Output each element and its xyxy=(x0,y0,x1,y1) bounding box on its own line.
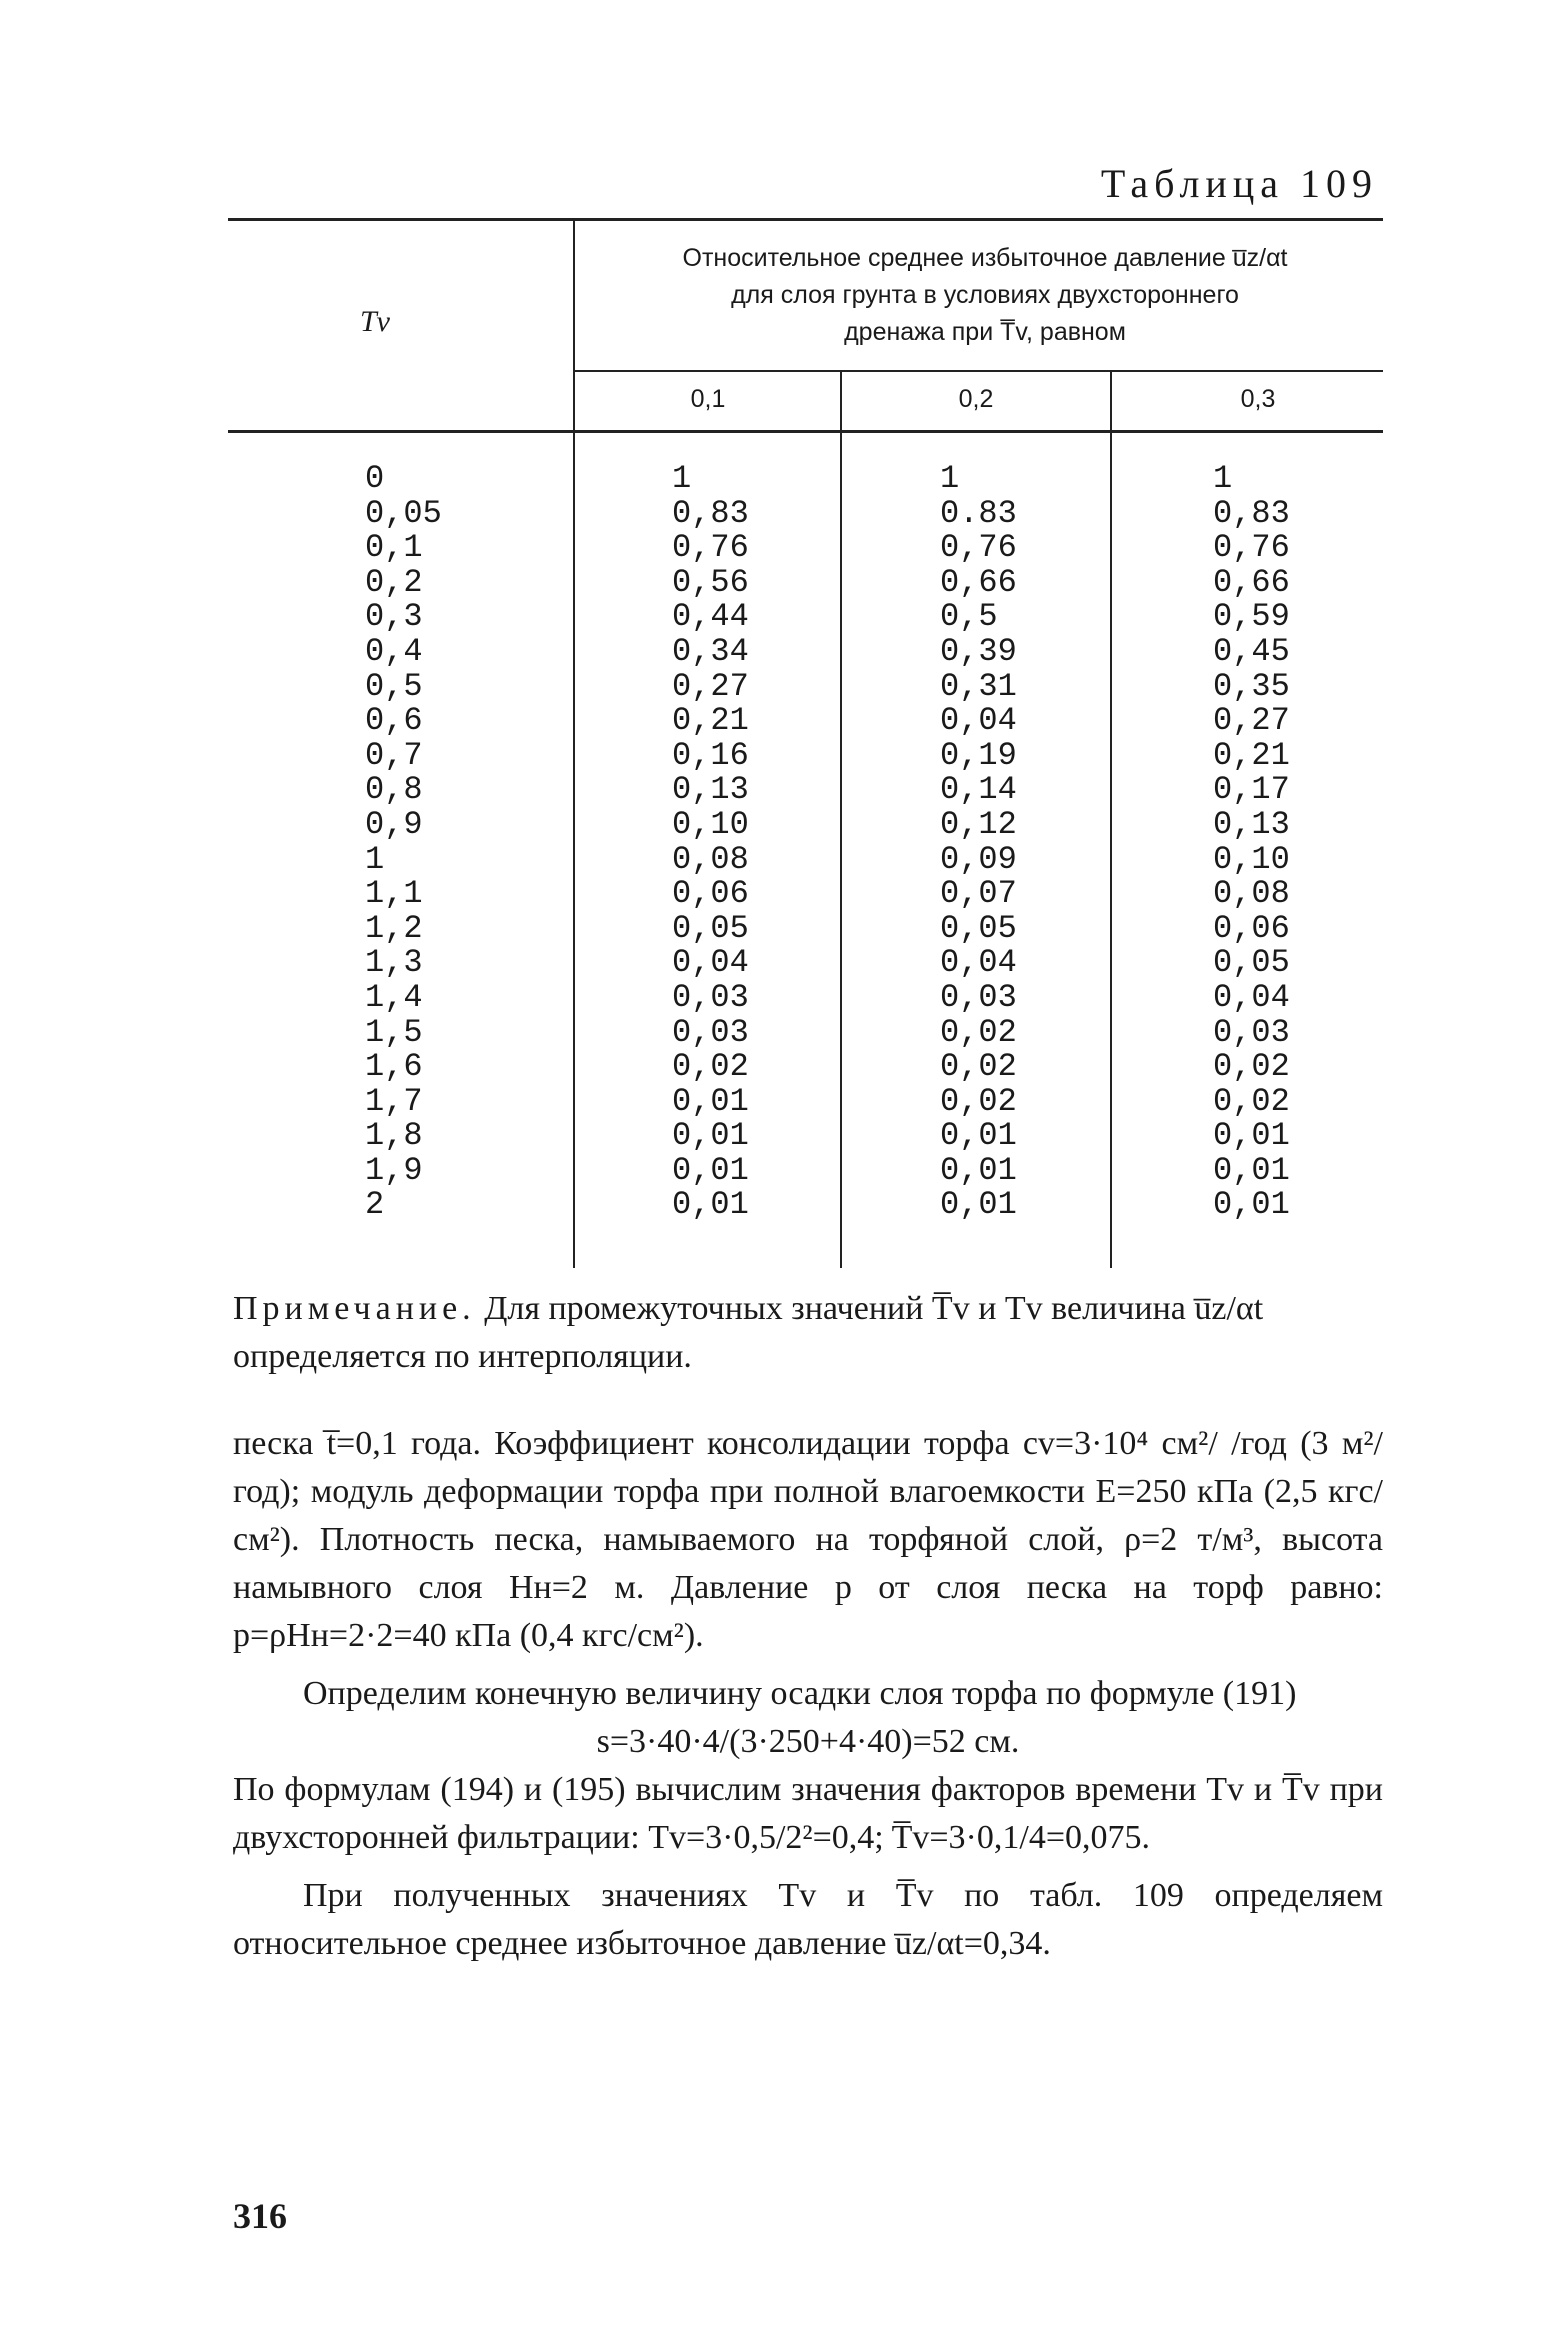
table-divider-3 xyxy=(1110,372,1112,1268)
column-header-tv: Tv xyxy=(360,305,390,338)
table-cell: 0,21 xyxy=(672,702,749,740)
table-cell: 1,7 xyxy=(365,1082,423,1120)
table-cell: 0,9 xyxy=(365,805,423,843)
table-cell: 0,3 xyxy=(365,598,423,636)
table-cell: 0,14 xyxy=(940,771,1017,809)
note-label: Примечание. xyxy=(233,1290,476,1327)
table-cell: 0,39 xyxy=(940,632,1017,670)
table-cell: 0,01 xyxy=(940,1186,1017,1224)
table-cell: 0,09 xyxy=(940,840,1017,878)
table-cell: 0,10 xyxy=(672,805,749,843)
table-cell: 0,05 xyxy=(940,909,1017,947)
note-text: Для промежуточных значений T̅v и Tv величина u̅z/αt определяется по интерполяции. xyxy=(233,1290,1264,1375)
table-cell: 0,04 xyxy=(940,944,1017,982)
paragraph-2: Определим конечную величину осадки слоя торфа по формуле (191) xyxy=(303,1675,1297,1712)
table-cell: 0,01 xyxy=(940,1117,1017,1155)
table-cell: 0,04 xyxy=(1213,978,1290,1016)
table-cell: 2 xyxy=(365,1186,385,1224)
table-cell: 0,02 xyxy=(940,1013,1017,1051)
table-cell: 0,05 xyxy=(672,909,749,947)
table-cell: 0,35 xyxy=(1213,667,1290,705)
table-cell: 1 xyxy=(940,460,960,497)
table-cell: 0,02 xyxy=(1213,1082,1290,1120)
paragraph-4: При полученных значениях Tv и T̅v по табл. 109 определяем относительное среднее избыточное давление u̅z/αt=0,34. xyxy=(233,1877,1383,1962)
table-cell: 1,4 xyxy=(365,978,423,1016)
page-number: 316 xyxy=(233,2196,287,2236)
table-cell: 0,56 xyxy=(672,563,749,601)
table-cell: 0,7 xyxy=(365,736,423,774)
column-0-3 xyxy=(1213,462,1290,1223)
table-cell: 0,02 xyxy=(940,1048,1017,1086)
table-cell: 0,31 xyxy=(940,667,1017,705)
table-cell: 0,05 xyxy=(365,494,442,532)
table-cell: 0,2 xyxy=(365,563,423,601)
table-cell: 1,2 xyxy=(365,909,423,947)
table-cell: 1,8 xyxy=(365,1117,423,1155)
table-cell: 1,1 xyxy=(365,875,423,913)
column-0-2 xyxy=(940,462,1017,1223)
table-cell: 0,04 xyxy=(940,702,1017,740)
table-cell: 0,45 xyxy=(1213,632,1290,670)
table-cell: 0,06 xyxy=(672,875,749,913)
table-cell: 0,01 xyxy=(672,1151,749,1189)
table-cell: 0,76 xyxy=(940,529,1017,567)
table-cell: 0,01 xyxy=(1213,1117,1290,1155)
table-cell: 0,13 xyxy=(1213,805,1290,843)
table-cell: 0,01 xyxy=(672,1186,749,1224)
table-cell: 0,5 xyxy=(365,667,423,705)
table-cell: 0,08 xyxy=(1213,875,1290,913)
subheader-0-1: 0,1 xyxy=(690,385,726,413)
table-cell: 0,06 xyxy=(1213,909,1290,947)
table-cell: 0,76 xyxy=(672,529,749,567)
table-cell: 0,01 xyxy=(672,1117,749,1155)
table-note xyxy=(233,1285,1383,1381)
table-cell: 0,27 xyxy=(672,667,749,705)
table-cell: 0,01 xyxy=(940,1151,1017,1189)
header-line-2: для слоя грунта в условиях двухстороннего xyxy=(731,281,1239,309)
table-cell: 0,01 xyxy=(1213,1186,1290,1224)
table-cell: 1,6 xyxy=(365,1048,423,1086)
table-cell: 0,66 xyxy=(1213,563,1290,601)
table-cell: 0.83 xyxy=(940,494,1017,532)
table-cell: 0,34 xyxy=(672,632,749,670)
table-cell: 0,02 xyxy=(1213,1048,1290,1086)
table-cell: 0,02 xyxy=(672,1048,749,1086)
table-cell: 0,02 xyxy=(940,1082,1017,1120)
table-top-rule xyxy=(228,218,1383,221)
header-bottom-rule xyxy=(228,430,1383,433)
table-cell: 0,44 xyxy=(672,598,749,636)
table-cell: 1 xyxy=(365,840,385,878)
table-cell: 0,1 xyxy=(365,529,423,567)
table-cell: 1,3 xyxy=(365,944,423,982)
table-cell: 0,03 xyxy=(940,978,1017,1016)
subheader-0-3: 0,3 xyxy=(1240,385,1276,413)
table-cell: 0,83 xyxy=(1213,494,1290,532)
table-cell: 0,83 xyxy=(672,494,749,532)
table-cell: 0,19 xyxy=(940,736,1017,774)
table-divider-1 xyxy=(573,218,575,1268)
table-cell: 0,59 xyxy=(1213,598,1290,636)
paragraph-1: песка t̅=0,1 года. Коэффициент консолидации торфа cv=3·10⁴ см²/ /год (3 м²/год); модуль деформации торфа при полной влагоемкости E=250 кПа (2,5 кгс/см²). Плотность песка, намываемого на торфяной слой, ρ=2 т/м³, высота намывного слоя Hн=2 м. Давление p от слоя песка на торф равно: p=ρHн=2·2=40 кПа (0,4 кгс/см²). xyxy=(233,1425,1383,1654)
table-cell: 0,01 xyxy=(672,1082,749,1120)
table-cell: 0,10 xyxy=(1213,840,1290,878)
table-cell: 0,16 xyxy=(672,736,749,774)
subheader-0-2: 0,2 xyxy=(958,385,994,413)
table-divider-2 xyxy=(840,372,842,1268)
formula-191: s=3·40·4/(3·250+4·40)=52 см. xyxy=(596,1723,1020,1760)
table-cell: 1,9 xyxy=(365,1151,423,1189)
table-cell: 1 xyxy=(1213,460,1233,497)
header-line-1: Относительное среднее избыточное давление u̅z/αt xyxy=(682,244,1288,272)
paragraph-3: По формулам (194) и (195) вычислим значения факторов времени Tv и T̅v при двухсторонней фильтрации: Tv=3·0,5/2²=0,4; T̅v=3·0,1/4=0,075. xyxy=(233,1771,1383,1856)
table-cell: 0,12 xyxy=(940,805,1017,843)
table-cell: 0,6 xyxy=(365,702,423,740)
column-group-header xyxy=(585,240,1385,351)
table-cell: 0,03 xyxy=(672,978,749,1016)
table-cell: 0,01 xyxy=(1213,1151,1290,1189)
table-cell: 0,03 xyxy=(1213,1013,1290,1051)
table-cell: 0,07 xyxy=(940,875,1017,913)
table-cell: 0 xyxy=(365,460,385,497)
table-cell: 0,04 xyxy=(672,944,749,982)
column-tv xyxy=(365,462,442,1223)
table-cell: 0,4 xyxy=(365,632,423,670)
table-cell: 0,66 xyxy=(940,563,1017,601)
table-cell: 0,76 xyxy=(1213,529,1290,567)
table-cell: 0,03 xyxy=(672,1013,749,1051)
table-cell: 0,05 xyxy=(1213,944,1290,982)
table-cell: 0,17 xyxy=(1213,771,1290,809)
column-0-1 xyxy=(672,462,749,1223)
table-cell: 0,21 xyxy=(1213,736,1290,774)
header-mid-rule xyxy=(575,370,1383,372)
table-cell: 0,27 xyxy=(1213,702,1290,740)
body-text xyxy=(233,1420,1383,1968)
table-caption: Таблица 109 xyxy=(1100,161,1378,206)
table-cell: 0,13 xyxy=(672,771,749,809)
table-cell: 0,5 xyxy=(940,598,998,636)
table-cell: 0,08 xyxy=(672,840,749,878)
table-cell: 1,5 xyxy=(365,1013,423,1051)
table-cell: 1 xyxy=(672,460,692,497)
header-line-3: дренажа при T̅v, равном xyxy=(844,318,1126,346)
table-cell: 0,8 xyxy=(365,771,423,809)
